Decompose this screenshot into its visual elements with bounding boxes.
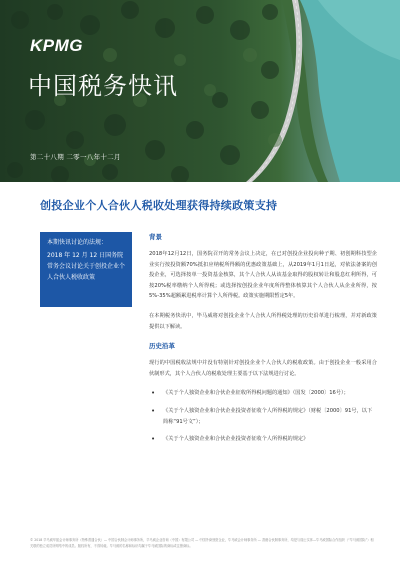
list-item: [149, 388, 377, 399]
sidebar-box: [40, 232, 132, 307]
article-headline: 创投企业个人合伙人税收处理获得持续政策支持: [40, 199, 278, 212]
section-title-background: 背景: [149, 233, 162, 241]
list-item-text: 《关于个人独资企业和合伙企业投资者征收个人所得税的规定》（财税〔2000〕91号，以下简称“91号文”）；: [163, 407, 373, 425]
regulation-list: [149, 388, 377, 444]
list-item: [149, 434, 377, 445]
bullet-icon: •: [151, 435, 156, 444]
paragraph: 2018年12月12日，国务院召开的常务会议上决定，在已对创投企业投向种子期、初创期科技型企业实行按投资额70%抵扣应纳税所得额的优惠政策基础上，从2019年1月1日起，对依法备案的创投企业，可选择按单一投资基金核算，其个人合伙人从该基金取得的股权转让和股息红利所得，可按20%税率缴纳个人所得税；或选择按创投企业年度所得整体核算其个人合伙人从企业所得，按5%-35%超额累进税率计算个人所得税。政策实施期限暂定5年。: [149, 251, 377, 300]
list-item-text: 《关于个人独资企业和合伙企业征收所得税问题的通知》（国发〔2000〕16号）；: [163, 390, 349, 397]
sidebar-body: 2018 年 12 月 12 日国务院常务会议讨论关于创投企业个人合伙人税收政策: [47, 252, 126, 281]
article-body: [149, 232, 377, 452]
bullet-icon: •: [151, 389, 156, 398]
paragraph: 现行的中国税收法规中并没有特别针对创投企业个人合伙人的税收政策。由于创投企业一般采用合伙制形式，其个人合伙人的税收处理主要基于以下法规进行讨论。: [149, 360, 377, 377]
paragraph: 在本期税务快讯中，毕马威将对创投企业个人合伙人所得税处理的历史沿革进行梳理，并对新政策提供以下解读。: [149, 312, 377, 330]
list-item-text: 《关于个人独资企业和合伙企业投资者征收个人所得税的规定》: [163, 436, 309, 443]
bullet-icon: •: [151, 406, 156, 415]
cover-image: [0, 0, 400, 182]
copyright-footer: © 2018 毕马威华振会计师事务所（特殊普通合伙）— 中国合伙制会计师事务所，毕马威企业咨询（中国）有限公司 — 中国外商独资企业，毕马威会计师事务所 — 香港合伙制事务所，均是与瑞士实体—毕马威国际合作组织（“毕马威国际”）相关联的独立成员所网络中的成员。版权所有，不得转载。毕马威的名称和标识均属于毕马威国际的商标或注册商标。: [30, 538, 374, 548]
list-item: [149, 406, 377, 427]
section-title-history: 历史沿革: [149, 342, 175, 351]
publication-title: 中国税务快讯: [28, 72, 178, 100]
issue-date: 第二十八期 二零一八年十二月: [30, 153, 121, 161]
sidebar-title: 本期快讯讨论的法规：: [47, 239, 108, 246]
kpmg-logo: KPMG: [30, 36, 83, 55]
